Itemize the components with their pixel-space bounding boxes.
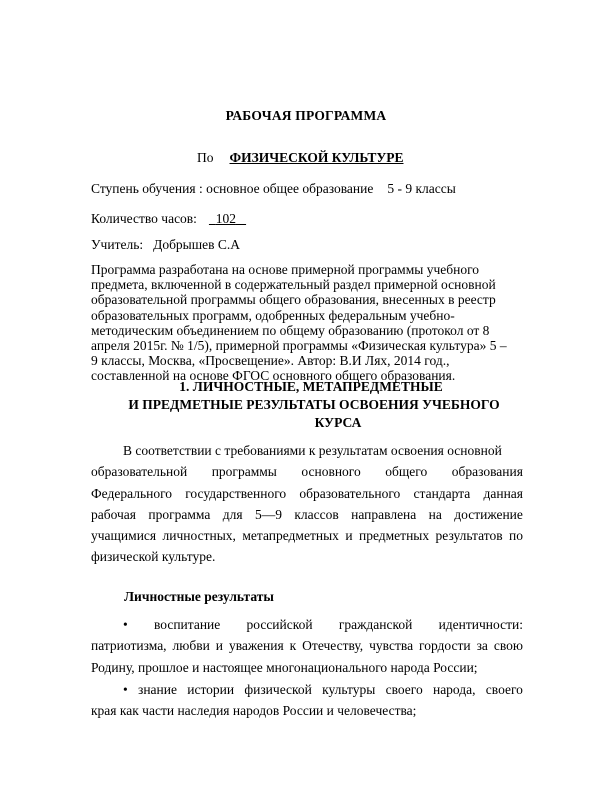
bullet-line — [91, 635, 523, 656]
bullet-marker: • — [123, 617, 128, 632]
word: российской — [246, 617, 313, 632]
word: к — [289, 638, 297, 654]
subject-line — [197, 150, 404, 166]
hours-value: 102 — [215, 211, 236, 226]
word: культуры — [322, 682, 376, 697]
word: направлена — [351, 506, 417, 522]
bullet-line — [91, 679, 523, 700]
word: образования — [451, 464, 523, 480]
word: на — [428, 506, 442, 522]
word: народа, — [432, 682, 476, 697]
program-intro-paragraph — [91, 262, 531, 384]
word: личностных, — [162, 528, 236, 544]
intro-line: предмета, включенной в содержательный раздел примерной основной — [91, 277, 496, 293]
word: классов — [294, 506, 339, 522]
word: чувства — [369, 638, 414, 654]
teacher-name: Добрышев С.А — [153, 237, 241, 252]
word: метапредметных — [242, 528, 339, 544]
paragraph-line: В соответствии с требованиями к результатам освоения основной — [123, 443, 502, 458]
word: образовательной — [91, 464, 188, 480]
bullet-line: края как части наследия народов России и человечества; — [91, 703, 417, 719]
word: знание — [137, 682, 177, 697]
section-heading-line: И ПРЕДМЕТНЫЕ РЕЗУЛЬТАТЫ ОСВОЕНИЯ УЧЕБНОГО — [128, 397, 500, 412]
word: Отечеству, — [302, 638, 364, 654]
word: идентичности: — [438, 617, 523, 632]
word: уважения — [228, 638, 284, 654]
teacher-label: Учитель: — [91, 237, 144, 252]
bullet-marker: • — [123, 682, 128, 697]
subject-name: ФИЗИЧЕСКОЙ КУЛЬТУРЕ — [229, 150, 404, 165]
personal-results-heading: Личностные результаты — [124, 589, 274, 604]
intro-line: образовательных программ, одобренных федеральным учебно- — [91, 307, 455, 323]
grades-value: 5 - 9 классы — [387, 181, 456, 196]
word: результатов — [435, 528, 503, 544]
hours-line — [91, 211, 246, 227]
section-heading-line: 1. ЛИЧНОСТНЫЕ, МЕТАПРЕДМЕТНЫЕ — [179, 379, 443, 394]
word: программы — [211, 464, 277, 480]
bullet-line: Родину, прошлое и настоящее многонационального народа России; — [91, 659, 478, 675]
paragraph-line — [91, 483, 523, 504]
word: для — [222, 506, 243, 522]
word: государственного — [185, 485, 287, 501]
word: воспитание — [153, 617, 221, 632]
paragraph-line — [91, 525, 523, 546]
section-heading-line: КУРСА — [314, 415, 362, 430]
intro-line: Программа разработана на основе примерной программы учебного — [91, 262, 480, 277]
intro-line: образовательной программы общего образования, внесенных в реестр — [91, 292, 496, 308]
word: образовательного — [299, 485, 401, 501]
hours-label: Количество часов: — [91, 211, 197, 226]
intro-line: методическим объединением по общему образованию (протокол от 8 — [91, 322, 490, 338]
word: за — [476, 638, 488, 654]
word: программа — [148, 506, 211, 522]
word: основного — [301, 464, 361, 480]
word: гордости — [419, 638, 471, 654]
document-title: РАБОЧАЯ ПРОГРАММА — [225, 108, 387, 123]
subject-prefix: По — [197, 150, 214, 165]
word: свою — [493, 638, 523, 654]
intro-line: апреля 2015г. № 1/5), примерной программы «Физическая культура» 5 – — [91, 338, 507, 354]
word: по — [509, 528, 523, 544]
word: и — [215, 638, 223, 654]
word: учащимися — [91, 528, 157, 544]
word: своего — [385, 682, 423, 697]
word: гражданской — [338, 617, 413, 632]
word: общего — [385, 464, 428, 480]
word: истории — [187, 682, 235, 697]
paragraph-line — [91, 504, 523, 525]
word: физической — [244, 682, 312, 697]
word: патриотизма, — [91, 638, 167, 654]
paragraph-line: физической культуре. — [91, 549, 216, 565]
word: и — [345, 528, 353, 544]
education-stage-label: Ступень обучения : основное общее образование — [91, 181, 374, 196]
word: своего — [485, 682, 523, 697]
intro-line: 9 классы, Москва, «Просвещение». Автор: В.И Лях, 2014 год., — [91, 353, 450, 369]
word: 5—9 — [254, 506, 282, 522]
requirements-paragraph — [91, 440, 523, 568]
word: достижение — [454, 506, 523, 522]
paragraph-line — [91, 461, 523, 482]
section-heading — [0, 378, 612, 432]
bullet-item — [91, 614, 523, 678]
word: данная — [483, 485, 523, 501]
teacher-line — [91, 237, 240, 253]
intro-line: составленной на основе ФГОС основного общего образования. — [91, 368, 456, 384]
education-stage-line — [91, 181, 456, 197]
word: Федерального — [91, 485, 173, 501]
word: рабочая — [91, 506, 137, 522]
word: стандарта — [413, 485, 471, 501]
word: любви — [172, 638, 210, 654]
bullet-line — [91, 614, 523, 635]
bullet-item — [91, 679, 523, 722]
word: предметных — [358, 528, 430, 544]
